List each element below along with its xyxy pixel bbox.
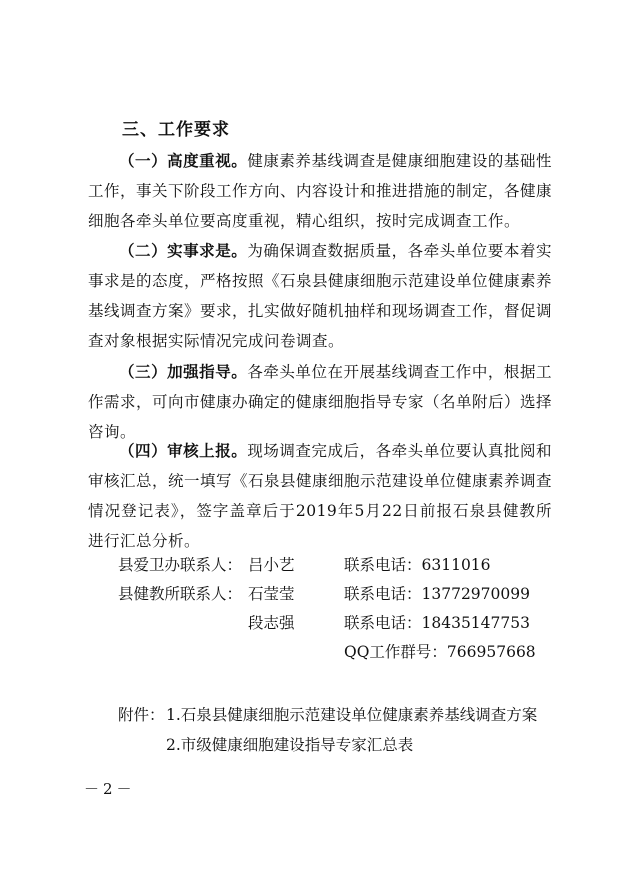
- attachment-item: 2.市级健康细胞建设指导专家汇总表: [166, 736, 414, 754]
- contact-row: [0, 608, 620, 638]
- contact-role: 县爱卫办联系人：: [118, 556, 243, 574]
- contact-phone: 联系电话：13772970099: [344, 585, 530, 603]
- contact-name: 石莹莹: [248, 585, 295, 603]
- contact-row: [0, 637, 620, 667]
- contact-name: 吕小艺: [248, 556, 295, 574]
- contact-row: [0, 550, 620, 580]
- paragraph-3: [88, 357, 552, 447]
- paragraph-4: [88, 436, 552, 556]
- contact-phone: 联系电话：18435147753: [344, 614, 530, 632]
- qq-group: QQ工作群号：766957668: [344, 643, 536, 661]
- paragraph-2: [88, 236, 552, 356]
- paragraph-4-lead: （四）审核上报。: [119, 442, 248, 460]
- section-title: 三、工作要求: [122, 120, 230, 140]
- paragraph-3-lead: （三）加强指导。: [119, 363, 248, 381]
- contact-row: [0, 579, 620, 609]
- attachment-item: 1.石泉县健康细胞示范建设单位健康素养基线调查方案: [166, 706, 538, 724]
- contact-name: 段志强: [248, 614, 295, 632]
- contact-phone: 联系电话：6311016: [344, 556, 491, 574]
- paragraph-1: [88, 146, 552, 236]
- paragraph-2-lead: （二）实事求是。: [119, 242, 248, 260]
- paragraph-3-text: 各牵头单位在开展基线调查工作中，根据工作需求，可向市健康办确定的健康细胞指导专家（名单附后）选择咨询。: [88, 363, 553, 441]
- paragraph-4-text: 现场调查完成后，各牵头单位要认真批阅和审核汇总，统一填写《石泉县健康细胞示范建设单位健康素养调查情况登记表》，签字盖章后于2019年5月22日前报石泉县健教所进行汇总分析。: [88, 442, 553, 550]
- attachments-label: 附件：: [118, 706, 165, 724]
- contact-role: 县健教所联系人：: [118, 585, 243, 603]
- paragraph-1-text: 健康素养基线调查是健康细胞建设的基础性工作，事关下阶段工作方向、内容设计和推进措施的制定，各健康细胞各牵头单位要高度重视，精心组织，按时完成调查工作。: [88, 152, 553, 230]
- paragraph-2-text: 为确保调查数据质量，各牵头单位要本着实事求是的态度，严格按照《石泉县健康细胞示范建设单位健康素养基线调查方案》要求，扎实做好随机抽样和现场调查工作，督促调查对象根据实际情况完成问卷调查。: [88, 242, 553, 350]
- page-number: －2－: [84, 780, 136, 798]
- paragraph-1-lead: （一）高度重视。: [119, 152, 248, 170]
